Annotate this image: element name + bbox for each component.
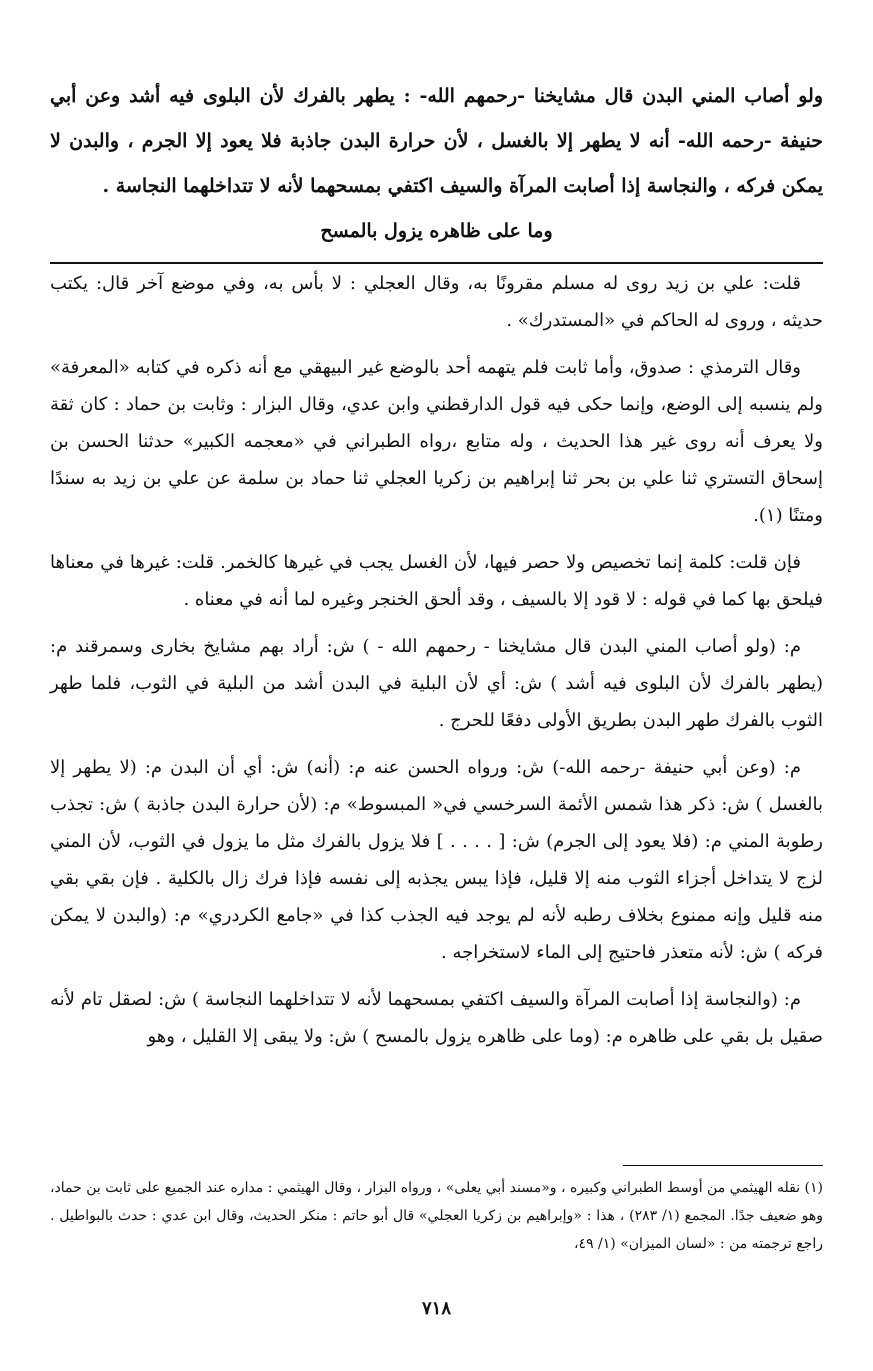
commentary-paragraph: وقال الترمذي : صدوق، وأما ثابت فلم يتهمه أحد بالوضع غير البيهقي مع أنه ذكره في كتابه «المعرفة» ولم ينسبه إلى الوضع، وإنما حكى فيه قول الدارقطني وابن عدي، وقال البزار : وثابت بن حماد : كان ثقة ولا يعرف أنه روى غير هذا الحديث ، وله متابع ،رواه الطبراني في «معجمه الكبير» حدثنا الحسن بن إسحاق التستري ثنا علي بن بحر ثنا إبراهيم بن زكريا العجلي ثنا حماد بن سلمة عن علي بن زيد به سندًا ومتنًا (١).: [50, 357, 823, 526]
footnote-text: (١) نقله الهيثمي من أوسط الطبراني وكبيره ، و«مسند أبي يعلى» ، ورواه البزار ، وقال الهيثمي : مداره عند الجميع على ثابت بن حماد، وهو ضعيف جدًا. المجمع (١/ ٢٨٣) ، هذا : «وإبراهيم بن زكريا العجلي» قال أبو حاتم : منكر الحديث، وقال ابن عدي : حدث بالبواطيل . راجع ترجمته من : «لسان الميزان» (١/ ٤٩،: [50, 1180, 824, 1252]
main-text: [50, 74, 823, 254]
commentary-paragraph: م: (وعن أبي حنيفة -رحمه الله-) ش: ورواه الحسن عنه م: (أنه) ش: أي أن البدن م: (لا يطهر إلا بالغسل ) ش: ذكر هذا شمس الأئمة السرخسي في« المبسوط» م: (لأن حرارة البدن جاذبة ) ش: تجذب رطوبة المني م: (فلا يعود إلى الجرم) ش: [ . . . . ] فلا يزول بالفرك مثل ما يزول في الثوب، لأن المني لزج لا يتداخل أجزاء الثوب منه إلا قليل، فإذا يبس يجذبه إلى نفسه فإذا فرك زال بالكلية . فإن بقي بقي منه قليل وإنه ممنوع بخلاف رطبه لأنه لم يوجد فيه الجذب كذا في «جامع الكردري» م: (والبدن لا يمكن فركه ) ش: لأنه متعذر فاحتيج إلى الماء لاستخراجه .: [50, 757, 823, 963]
footnote-divider: [623, 1165, 823, 1166]
commentary: [50, 265, 823, 1065]
main-text-closing-line: وما على ظاهره يزول بالمسح: [320, 220, 553, 242]
main-text-paragraph: ولو أصاب المني البدن قال مشايخنا -رحمهم الله- : يطهر بالفرك لأن البلوى فيه أشد وعن أبي حنيفة -رحمه الله- أنه لا يطهر إلا بالغسل ، لأن حرارة البدن جاذبة فلا يعود إلا الجرم ، والبدن لا يمكن فركه ، والنجاسة إذا أصابت المرآة والسيف اكتفي بمسحهما لأنه لا تتداخلهما النجاسة .: [50, 85, 823, 197]
main-text-divider: [50, 262, 823, 264]
commentary-paragraph: م: (والنجاسة إذا أصابت المرآة والسيف اكتفي بمسحهما لأنه لا تتداخلهما النجاسة ) ش: لصقل تام لأنه صقيل بل بقي على ظاهره م: (وما على ظاهره يزول بالمسح ) ش: ولا يبقى إلا القليل ، وهو: [50, 989, 823, 1047]
commentary-paragraph: قلت: علي بن زيد روى له مسلم مقرونًا به، وقال العجلي : لا بأس به، وفي موضع آخر قال: يكتب حديثه ، وروى له الحاكم في «المستدرك» .: [50, 273, 823, 331]
page-number: ٧١٨: [421, 1298, 451, 1319]
commentary-paragraph: م: (ولو أصاب المني البدن قال مشايخنا - رحمهم الله - ) ش: أراد بهم مشايخ بخارى وسمرقند م: (يطهر بالفرك لأن البلوى فيه أشد ) ش: أي لأن البلية في البدن أشد من البلية في الثوب، فلما طهر الثوب بالفرك طهر البدن بطريق الأولى دفعًا للحرج .: [50, 636, 823, 731]
footnote: [50, 1174, 823, 1258]
commentary-paragraph: فإن قلت: كلمة إنما تخصيص ولا حصر فيها، لأن الغسل يجب في غيرها كالخمر. قلت: غيرها في معناها فيلحق بها كما في قوله : لا قود إلا بالسيف ، وقد ألحق الخنجر وغيره لما أنه في معناه .: [50, 552, 823, 610]
